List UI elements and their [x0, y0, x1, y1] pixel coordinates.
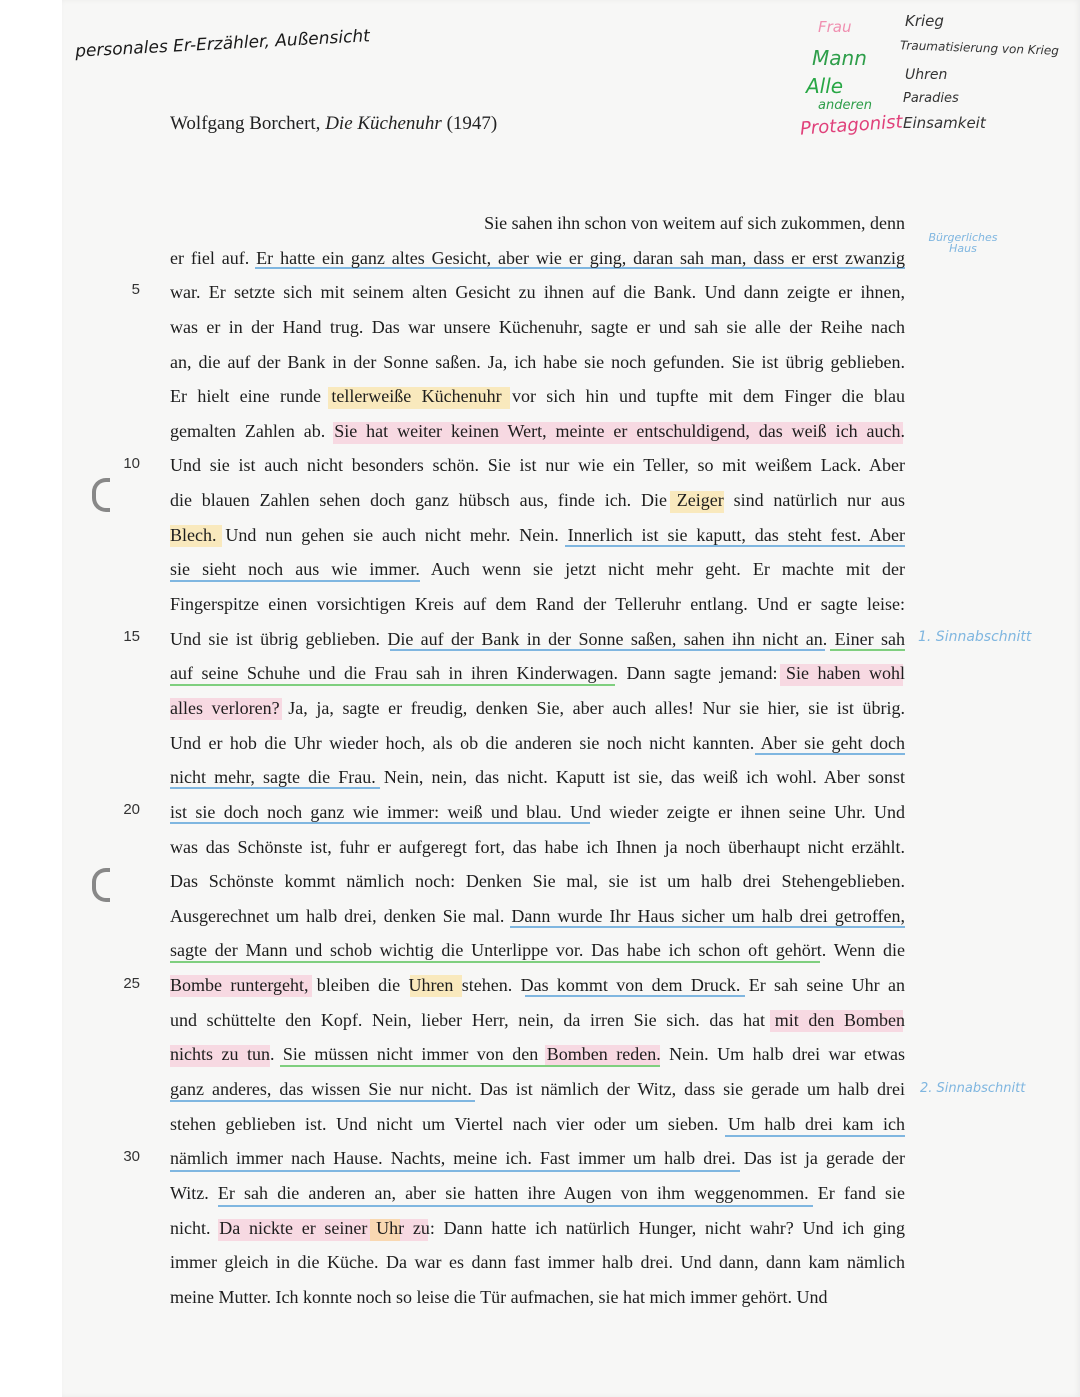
legend-protagonist: Protagonist — [799, 111, 904, 140]
text-line: gemalten Zahlen ab. Sie hat weiter keinen Wert, meinte er entschuldigend, das weiß ich auch. — [170, 420, 905, 441]
document-title — [170, 113, 497, 135]
text-line: was das Schönste ist, fuhr er aufgeregt fort, das habe ich Ihnen ja noch überhaupt nicht erzählt. — [170, 836, 905, 857]
text-line: stehen geblieben ist. Und nicht um Viertel nach vier oder um sieben. Um halb drei kam ich — [170, 1113, 905, 1134]
text-line: Fingerspitze einen vorsichtigen Kreis auf dem Rand der Telleruhr entlang. Und er sagte leise: — [170, 594, 905, 615]
legend-krieg: Krieg — [905, 12, 944, 30]
text-line: und schüttelte den Kopf. Nein, lieber Herr, nein, da irren Sie sich. das hat mit den Bomben — [170, 1009, 905, 1030]
margin-note-sinnabschnitt-2: 2. Sinnabschnitt — [920, 1081, 1026, 1096]
punch-hole — [92, 868, 110, 902]
text-line: sagte der Mann und schob wichtig die Unterlippe vor. Das habe ich schon oft gehört. Wenn die — [170, 940, 905, 961]
text-line: alles verloren? Ja, ja, sagte er freudig, denken Sie, aber auch alles! Nur sie hier, sie ist übrig. — [170, 697, 905, 718]
text-line: die blauen Zahlen sehen doch ganz hübsch aus, finde ich. Die Zeiger sind natürlich nur aus — [170, 490, 905, 511]
text-line: nicht mehr, sagte die Frau. Nein, nein, das nicht. Kaputt ist sie, das weiß ich wohl. Aber sonst — [170, 767, 905, 788]
text-line: Er hielt eine runde tellerweiße Küchenuhr vor sich hin und tupfte mit dem Finger die blau — [170, 386, 905, 407]
text-line: ganz anderes, das wissen Sie nur nicht. Das ist nämlich der Witz, dass sie gerade um halb drei — [170, 1079, 905, 1100]
legend-traumatisierung: Traumatisierung von Krieg — [899, 38, 1060, 58]
legend-anderen: anderen — [818, 98, 873, 113]
text-line: Blech. Und nun gehen sie auch nicht mehr. Nein. Innerlich ist sie kaputt, das steht fest. Aber — [170, 524, 905, 545]
text-line: Und sie ist übrig geblieben. Die auf der Bank in der Sonne saßen, sahen ihn nicht an. Einer sah — [170, 628, 905, 649]
legend-einsamkeit: Einsamkeit — [903, 114, 986, 132]
text-line: er fiel auf. Er hatte ein ganz altes Gesicht, aber wie er ging, daran sah man, dass er erst zwanzig — [170, 247, 905, 268]
line-number: 15 — [123, 628, 140, 645]
text-line: war. Er setzte sich mit seinem alten Gesicht zu ihnen auf die Bank. Und dann zeigte er ihnen, — [170, 282, 905, 303]
story-text — [170, 206, 905, 1315]
text-line: nichts zu tun. Sie müssen nicht immer von den Bomben reden. Nein. Um halb drei war etwas — [170, 1044, 905, 1065]
legend-alle: Alle — [806, 74, 844, 98]
text-line: Das Schönste kommt nämlich noch: Denken Sie mal, sie ist um halb drei Stehengeblieben. — [170, 871, 905, 892]
margin-note-sinnabschnitt-1: 1. Sinnabschnitt — [918, 629, 1032, 645]
year: (1947) — [446, 113, 498, 134]
text-line: Ausgerechnet um halb drei, denken Sie mal. Dann wurde Ihr Haus sicher um halb drei getroffen, — [170, 905, 905, 926]
text-line: Bombe runtergeht, bleiben die Uhren stehen. Das kommt von dem Druck. Er sah seine Uhr an — [170, 975, 905, 996]
text-line: Witz. Er sah die anderen an, aber sie hatten ihre Augen von ihm weggenommen. Er fand sie — [170, 1182, 905, 1203]
text-line: an, die auf der Bank in der Sonne saßen. Ja, ich habe sie noch gefunden. Sie ist übrig geblieben. — [170, 351, 905, 372]
line-number: 20 — [123, 801, 140, 818]
text-line: Und sie ist auch nicht besonders schön. Sie ist nur wie ein Teller, so mit weißem Lack. Aber — [170, 455, 905, 476]
text-line: auf seine Schuhe und die Frau sah in ihren Kinderwagen. Dann sagte jemand: Sie haben wohl — [170, 663, 905, 684]
text-line: sie sieht noch aus wie immer. Auch wenn sie jetzt nicht mehr geht. Er machte mit der — [170, 559, 905, 580]
text-line: nämlich immer nach Hause. Nachts, meine ich. Fast immer um halb drei. Das ist ja gerade der — [170, 1148, 905, 1169]
punch-hole — [92, 478, 110, 512]
text-line: meine Mutter. Ich konnte noch so leise die Tür aufmachen, sie hat mich immer gehört. Und — [170, 1286, 828, 1307]
text-line: nicht. Da nickte er seiner Uhr zu: Dann hatte ich natürlich Hunger, nicht wahr? Und ich ging — [170, 1217, 905, 1238]
author: Wolfgang Borchert, — [170, 113, 321, 134]
line-number: 5 — [131, 281, 140, 298]
line-number: 25 — [123, 975, 140, 992]
legend-uhren: Uhren — [905, 67, 948, 83]
legend-mann: Mann — [812, 46, 867, 70]
header-note: personales Er-Erzähler, Außensicht — [74, 26, 371, 62]
line-number: 30 — [123, 1148, 140, 1165]
margin-note-buergerliches-haus: Bürgerliches Haus — [928, 231, 998, 255]
line-number: 10 — [123, 455, 140, 472]
text-line: ist sie doch noch ganz wie immer: weiß und blau. Und wieder zeigte er ihnen seine Uhr. Und — [170, 801, 905, 822]
work-title: Die Küchenuhr — [325, 113, 442, 134]
text-line: Sie sahen ihn schon von weitem auf sich zukommen, denn — [484, 213, 905, 233]
text-line: Und er hob die Uhr wieder hoch, als ob die anderen sie noch nicht kannten. Aber sie geht doch — [170, 732, 905, 753]
legend-frau: Frau — [818, 18, 852, 36]
legend-paradies: Paradies — [903, 91, 959, 106]
text-line: was er in der Hand trug. Das war unsere Küchenuhr, sagte er und sah sie alle der Reihe nach — [170, 316, 905, 337]
text-line: immer gleich in die Küche. Da war es dann fast immer halb drei. Und dann, dann kam nämlich — [170, 1252, 905, 1273]
